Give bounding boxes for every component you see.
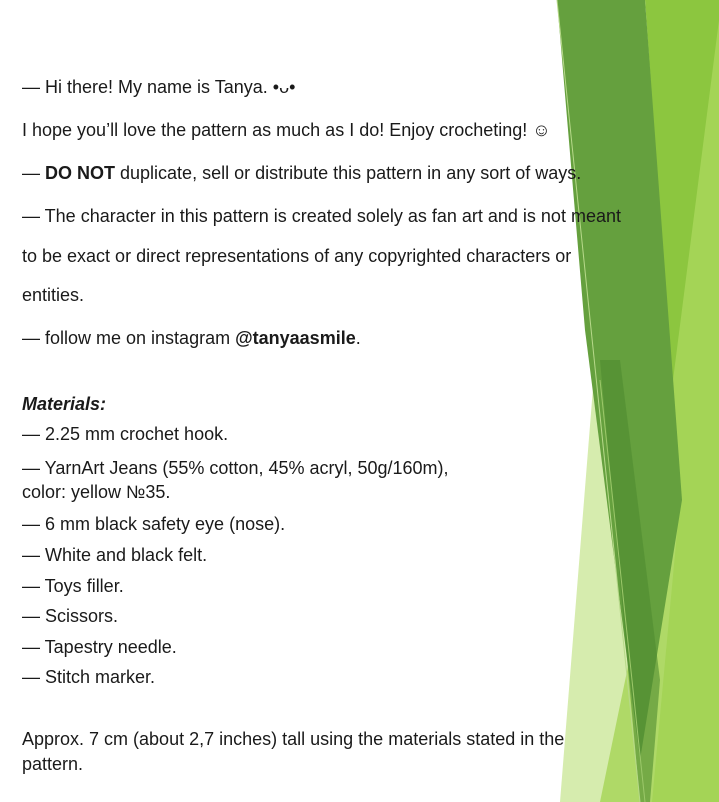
fanart-line-1: — The character in this pattern is created solely as fan art and is not meant <box>22 206 621 226</box>
material-item: — YarnArt Jeans (55% cotton, 45% acryl, 50g/160m), <box>22 458 449 478</box>
material-item: — Tapestry needle. <box>22 637 177 657</box>
greeting-line: — Hi there! My name is Tanya. •ᴗ• <box>22 77 296 97</box>
footer-line-2: pattern. <box>22 754 84 774</box>
material-item: — Stitch marker. <box>22 667 156 687</box>
do-not-bold: DO NOT <box>45 163 116 183</box>
footer-line-1: Approx. 7 cm (about 2,7 inches) tall using the materials stated in the <box>22 729 565 749</box>
material-item: — Scissors. <box>22 606 119 626</box>
do-not-rest: duplicate, sell or distribute this pattern in any sort of ways. <box>115 163 582 183</box>
material-item: — White and black felt. <box>22 545 208 565</box>
material-item: — 6 mm black safety eye (nose). <box>22 514 286 534</box>
fanart-line-2: to be exact or direct representations of any copyrighted characters or <box>22 246 572 266</box>
hope-line: I hope you’ll love the pattern as much as I do! Enjoy crocheting! ☺ <box>22 120 551 140</box>
do-not-dash: — <box>22 163 46 183</box>
material-item: — 2.25 mm crochet hook. <box>22 424 229 444</box>
do-not-line <box>22 162 581 184</box>
material-item: — Toys filler. <box>22 576 124 596</box>
follow-line <box>22 327 361 349</box>
follow-suffix: . <box>355 328 361 348</box>
materials-heading: Materials: <box>22 394 107 414</box>
material-item: color: yellow №35. <box>22 482 171 502</box>
instagram-handle: @tanyaasmile <box>235 328 356 348</box>
follow-prefix: — follow me on instagram <box>22 328 236 348</box>
fanart-line-3: entities. <box>22 285 85 305</box>
